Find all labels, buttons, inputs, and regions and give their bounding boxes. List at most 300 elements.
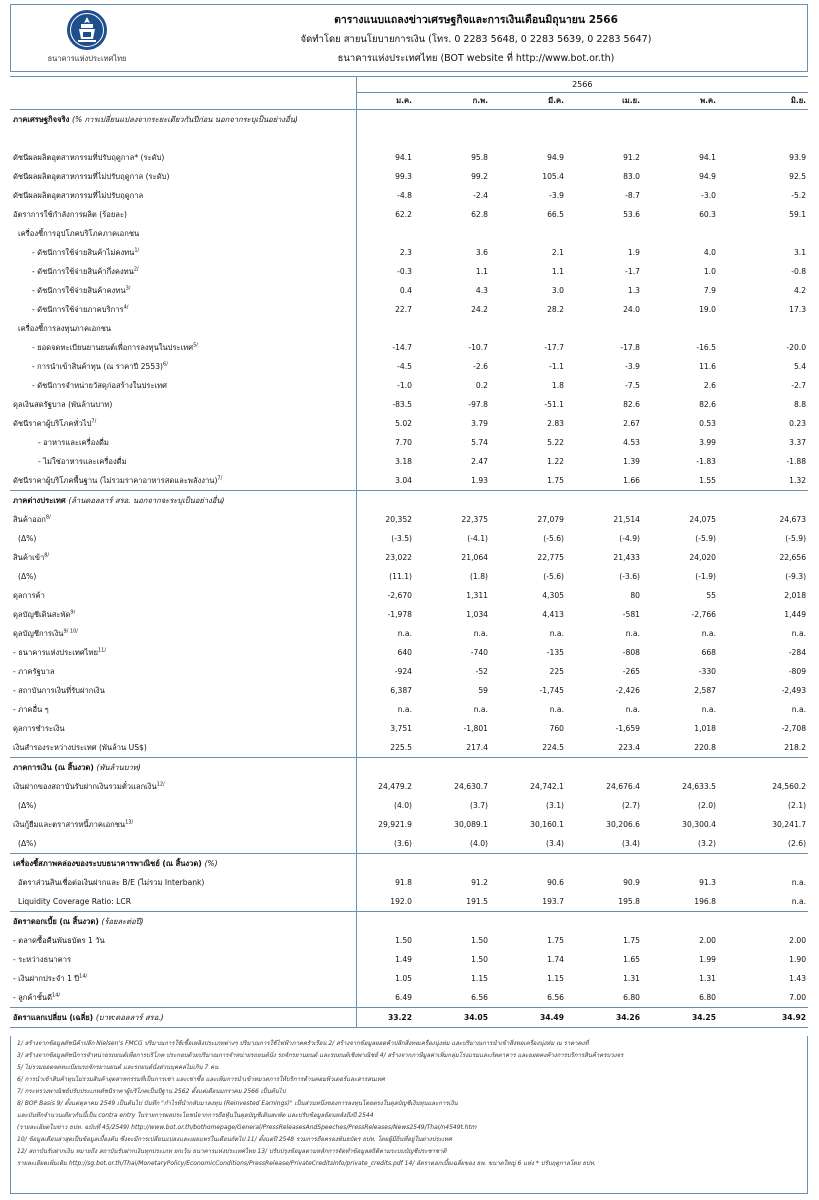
value-cell: [660, 224, 736, 243]
value-cell: n.a.: [549, 705, 564, 714]
section-title-cell: [10, 110, 356, 130]
value-cell: 53.6: [623, 210, 640, 219]
header: [10, 4, 808, 72]
value-cell: 22,375: [461, 515, 488, 524]
row-label-cell: [10, 167, 356, 186]
value-cell: 4.3: [475, 286, 488, 295]
value-cell: 3.1: [793, 248, 807, 257]
value-cell: 4,413: [542, 610, 564, 619]
value-cell: 225.5: [390, 743, 412, 752]
row-label-cell: [10, 471, 356, 491]
value-cell: 2.1: [551, 248, 564, 257]
value-cell: 99.3: [395, 172, 412, 181]
value-cell: [584, 912, 660, 932]
value-cell: 24,075: [689, 515, 716, 524]
value-cell: [660, 912, 736, 932]
value-cell: 3.18: [395, 457, 412, 466]
value-cell: 640: [397, 648, 412, 657]
value-cell: 24,676.4: [606, 782, 640, 791]
value-cell: [660, 319, 736, 338]
value-cell: 82.6: [699, 400, 716, 409]
row-label: - สถาบันการเงินที่รับฝากเงิน: [13, 685, 105, 695]
value-cell: 760: [549, 724, 564, 733]
footnote-line: 6/ การนำเข้าสินค้าทุนไม่รวมสินค้าอุตสาหกรรมที่เป็นการเช่า และเช่าซื้อ และเพิ่มการนำเข้าหมวดการให้บริการด้านคอมพิวเตอร์และสารสนเทศ: [17, 1076, 385, 1083]
value-cell: 1.75: [547, 936, 564, 945]
value-cell: n.a.: [397, 705, 412, 714]
row-label: (Δ%): [18, 572, 37, 581]
value-cell: -1.7: [625, 267, 640, 276]
row-label-cell: [10, 319, 356, 338]
table-row: [10, 452, 808, 471]
value-cell: 59: [478, 686, 488, 695]
row-label: เครื่องชี้การอุปโภคบริโภคภาคเอกชน: [18, 228, 140, 238]
value-cell: [432, 758, 508, 778]
value-cell: [736, 912, 808, 932]
value-cell: [584, 854, 660, 874]
value-cell: 24,479.2: [378, 782, 412, 791]
value-cell: -10.7: [468, 343, 488, 352]
value-cell: 1.93: [471, 476, 488, 485]
row-label: - ภาครัฐบาล: [13, 666, 55, 676]
row-label-cell: [10, 719, 356, 738]
footnote-line: รายละเอียดเพิ่มเติม http://sg.bot.or.th/Thai/MonetaryPolicy/EconomicConditions/PressRelease/PrivateCreditsInfo/private_credits.pdf 14/ อัตราดอกเบี้ยเฉลี่ยของ ธพ. ขนาดใหญ่ 6 แห่ง * ปรับฤดูกาลโดย ธปท.: [17, 1160, 596, 1167]
value-cell: 94.1: [699, 153, 716, 162]
row-label: - ภาคอื่น ๆ: [13, 704, 49, 714]
footnote-ref: 9/: [70, 608, 76, 615]
value-cell: 6,387: [390, 686, 412, 695]
value-cell: n.a.: [397, 629, 412, 638]
year-header-row: [10, 77, 808, 93]
row-label: ดุลบัญชีเดินสะพัด: [13, 609, 71, 619]
row-label: สินค้าเข้า: [13, 552, 45, 562]
table-row: [10, 395, 808, 414]
footnote-ref: 7/: [217, 474, 223, 481]
row-label: ดุลเงินสดรัฐบาล (พันล้านบาท): [13, 399, 113, 409]
value-cell: 1.05: [395, 974, 412, 983]
table-row: [10, 834, 808, 854]
value-cell: -3.9: [625, 362, 640, 371]
row-label-cell: [10, 662, 356, 681]
value-cell: 60.3: [699, 210, 716, 219]
value-cell: (-4.1): [467, 534, 488, 543]
value-cell: [508, 319, 584, 338]
footnote-ref: 7/: [91, 417, 97, 424]
value-cell: 0.23: [789, 419, 807, 428]
value-cell: (-5.6): [543, 534, 564, 543]
month-header-row: [10, 93, 808, 110]
value-cell: 91.2: [471, 878, 488, 887]
value-cell: 8.8: [793, 400, 807, 409]
value-cell: 0.53: [699, 419, 716, 428]
row-label-cell: [10, 643, 356, 662]
value-cell: 1.15: [471, 974, 488, 983]
value-cell: 2.00: [789, 936, 807, 945]
value-cell: 1.50: [471, 936, 488, 945]
value-cell: 3.99: [699, 438, 716, 447]
value-cell: [356, 854, 432, 874]
website-line: ธนาคารแห่งประเทศไทย (BOT website ที่ http://www.bot.or.th): [337, 53, 615, 64]
value-cell: 2.6: [703, 381, 716, 390]
table-row: [10, 471, 808, 491]
fx-label: อัตราแลกเปลี่ยน (เฉลี่ย): [13, 1012, 94, 1022]
value-cell: 1.8: [551, 381, 564, 390]
footnote-line: 3/ สร้างจากข้อมูลดัชนีการจำหน่ายรถยนต์เพื่อการบริโภค ประกอบด้วยปริมาณการจำหน่ายรถยนต์นั่ง รถจักรยานยนต์ และรถยนต์เชิงพาณิชย์ 4/ สร้างจากภาษีมูลค่าเพิ่มกลุ่มโรงแรมและภัตตาคาร และยอดคงค้างการบริการสินค้าครบวงจร: [17, 1052, 624, 1059]
value-cell: 6.56: [547, 993, 564, 1002]
table-row: [10, 950, 808, 969]
value-cell: 83.0: [623, 172, 640, 181]
value-cell: 1.74: [547, 955, 564, 964]
row-label: - ดัชนีการใช้จ่ายภาคบริการ: [32, 304, 124, 314]
value-cell: 1.55: [699, 476, 716, 485]
row-label-cell: [10, 700, 356, 719]
value-cell: -1,978: [387, 610, 412, 619]
table-row: [10, 643, 808, 662]
value-cell: 3.0: [551, 286, 564, 295]
footnote-ref: 1/: [134, 246, 140, 253]
table-row: [10, 624, 808, 643]
value-cell: n.a.: [791, 878, 807, 887]
row-label: ดัชนีผลผลิตอุตสาหกรรมที่ไม่ปรับฤดูกาล (ระดับ): [13, 171, 170, 181]
value-cell: -4.5: [397, 362, 412, 371]
corner-cell: [10, 77, 356, 93]
value-cell: 21,433: [613, 553, 640, 562]
value-cell: 24.2: [471, 305, 488, 314]
value-cell: 3.37: [789, 438, 807, 447]
row-label: - ดัชนีการใช้จ่ายสินค้ากึ่งคงทน: [32, 266, 134, 276]
value-cell: [508, 854, 584, 874]
row-label-cell: [10, 624, 356, 643]
table-row: [10, 681, 808, 700]
row-label-cell: [10, 338, 356, 357]
value-cell: 1.1: [475, 267, 488, 276]
value-cell: -0.8: [791, 267, 807, 276]
table-row: [10, 167, 808, 186]
value-cell: 1.50: [395, 936, 412, 945]
value-cell: 2,018: [784, 591, 807, 600]
row-label-cell: [10, 873, 356, 892]
prepared-by: จัดทำโดย สายนโยบายการเงิน (โทร. 0 2283 5648, 0 2283 5639, 0 2283 5647): [300, 34, 652, 45]
row-label-cell: [10, 681, 356, 700]
table-row: [10, 892, 808, 912]
row-label-cell: [10, 892, 356, 912]
value-cell: -1.88: [786, 457, 807, 466]
row-label: (Δ%): [18, 839, 37, 848]
value-cell: -924: [394, 667, 412, 676]
value-cell: 99.2: [471, 172, 488, 181]
value-cell: [660, 110, 736, 130]
month-header: มี.ค.: [548, 96, 564, 105]
row-label-cell: [10, 605, 356, 624]
table-row: [10, 700, 808, 719]
row-label: - ดัชนีการใช้จ่ายสินค้าคงทน: [32, 285, 126, 295]
value-cell: 2.83: [547, 419, 564, 428]
value-cell: 90.6: [547, 878, 564, 887]
section-note: (ล้านดอลลาร์ สรอ. นอกจากจะระบุเป็นอย่างอื่น): [68, 495, 225, 505]
value-cell: 1,449: [784, 610, 807, 619]
row-label-cell: [10, 395, 356, 414]
value-cell: n.a.: [791, 629, 807, 638]
value-cell: (-1.9): [695, 572, 716, 581]
value-cell: n.a.: [791, 705, 807, 714]
value-cell: [660, 758, 736, 778]
value-cell: [508, 912, 584, 932]
value-cell: [584, 319, 660, 338]
row-label: - ดัชนีการจำหน่ายวัสดุก่อสร้างในประเทศ: [32, 380, 167, 390]
row-label: - ธนาคารแห่งประเทศไทย: [13, 647, 98, 657]
footnote-line: 7/ กระทรวงพาณิชย์ปรับประเภทดัชนีราคาผู้บริโภคเป็นปีฐาน 2562 ตั้งแต่เดือนมกราคม 2566 เป็นต้นไป: [17, 1088, 286, 1095]
value-cell: 5.02: [395, 419, 412, 428]
row-label: - ยอดจดทะเบียนยานยนต์เพื่อการลงทุนในประเทศ: [32, 342, 194, 352]
value-cell: 7.70: [395, 438, 412, 447]
table-row: [10, 281, 808, 300]
value-cell: 22,775: [537, 553, 564, 562]
section-header-row: [10, 912, 808, 932]
value-cell: 225: [549, 667, 564, 676]
row-label: - ดัชนีการใช้จ่ายสินค้าไม่คงทน: [32, 247, 135, 257]
value-cell: [584, 491, 660, 511]
value-cell: n.a.: [625, 705, 640, 714]
row-label-cell: [10, 205, 356, 224]
value-cell: -809: [788, 667, 807, 676]
value-cell: -1,745: [539, 686, 564, 695]
value-cell: 6.80: [699, 993, 716, 1002]
value-cell: [660, 491, 736, 511]
value-cell: [432, 854, 508, 874]
value-cell: [356, 224, 432, 243]
row-label-cell: [10, 796, 356, 815]
footnote-line: (รายละเอียดในข่าว ธปท. ฉบับที่ 45/2549) http://www.bot.or.th/bothomepage/General/PressReleasesAndSpeeches/PressReleases/News2549/Thai/n4549t.htm: [17, 1124, 477, 1131]
value-cell: 3,751: [390, 724, 412, 733]
value-cell: n.a.: [791, 897, 807, 906]
footnote-ref: 8/: [44, 551, 50, 558]
value-cell: (4.0): [469, 839, 488, 848]
value-cell: 1.0: [703, 267, 716, 276]
value-cell: [356, 758, 432, 778]
row-label-cell: [10, 452, 356, 471]
value-cell: 59.1: [789, 210, 807, 219]
row-label-cell: [10, 777, 356, 796]
value-cell: (1.8): [469, 572, 488, 581]
value-cell: [356, 491, 432, 511]
value-cell: -808: [622, 648, 640, 657]
year-header: 2566: [356, 77, 808, 93]
value-cell: 3.04: [395, 476, 412, 485]
value-cell: 90.9: [623, 878, 640, 887]
footnote-ref: 5/: [193, 341, 198, 348]
row-label-cell: [10, 129, 356, 148]
row-label-cell: [10, 586, 356, 605]
value-cell: 24,020: [689, 553, 716, 562]
fx-rate-row: [10, 1008, 808, 1028]
row-label: อัตราส่วนสินเชื่อต่อเงินฝากและ B/E (ไม่รวม Interbank): [18, 877, 205, 887]
value-cell: [508, 758, 584, 778]
table-row: [10, 224, 808, 243]
value-cell: -20.0: [786, 343, 807, 352]
section-note: (%): [204, 858, 218, 868]
economic-indicators-table: [10, 76, 808, 1028]
value-cell: -740: [470, 648, 488, 657]
table-row: [10, 376, 808, 395]
table-row: [10, 433, 808, 452]
value-cell: 1.3: [627, 286, 640, 295]
value-cell: [508, 491, 584, 511]
table-row: [10, 931, 808, 950]
value-cell: -14.7: [392, 343, 412, 352]
footnote-line: 1/ สร้างจากข้อมูลดัชนีค้าปลีก Nielsen's FMCG ปริมาณการใช้เชื้อเพลิงประเภทต่างๆ ปริมาณการใช้ไฟฟ้าภาคครัวเรือน 2/ สร้างจากข้อมูลยอดค้าปลีกสิ่งทอเครื่องนุ่งห่ม และปริมาณการนำเข้าสิ่งทอเครื่องนุ่งห่ม ณ ราคาคงที่: [17, 1040, 589, 1047]
value-cell: 1.75: [623, 936, 640, 945]
value-cell: 2.67: [623, 419, 640, 428]
table-row: [10, 719, 808, 738]
value-cell: [584, 224, 660, 243]
value-cell: 5.22: [547, 438, 564, 447]
value-cell: (3.4): [545, 839, 564, 848]
value-cell: 24,633.5: [682, 782, 716, 791]
value-cell: -1.1: [549, 362, 564, 371]
value-cell: [508, 110, 584, 130]
value-cell: -581: [622, 610, 640, 619]
value-cell: (4.0): [393, 801, 412, 810]
value-cell: 30,300.4: [682, 820, 716, 829]
row-label: ดัชนีผลผลิตอุตสาหกรรมที่ปรับฤดูกาล* (ระดับ): [13, 152, 165, 162]
footnotes: [10, 1036, 808, 1194]
value-cell: [736, 758, 808, 778]
value-cell: [356, 129, 432, 148]
table-row: [10, 510, 808, 529]
value-cell: -8.7: [625, 191, 640, 200]
value-cell: [432, 491, 508, 511]
value-cell: 30,206.6: [606, 820, 640, 829]
value-cell: 1.66: [623, 476, 640, 485]
footnote-ref: 2/: [133, 265, 139, 272]
month-header: ม.ค.: [396, 96, 412, 105]
table-spacer-row: [10, 129, 808, 148]
value-cell: -2,766: [691, 610, 716, 619]
value-cell: 24.0: [623, 305, 640, 314]
value-cell: 105.4: [542, 172, 564, 181]
value-cell: 17.3: [789, 305, 807, 314]
footnote-ref: 8/: [45, 513, 51, 520]
table-row: [10, 662, 808, 681]
row-label: ดุลการชำระเงิน: [13, 723, 65, 733]
footnote-ref: 14/: [79, 972, 88, 979]
value-cell: 2.00: [699, 936, 716, 945]
value-cell: [432, 224, 508, 243]
section-header-row: [10, 110, 808, 130]
value-cell: 1.99: [699, 955, 716, 964]
row-label-cell: [10, 815, 356, 834]
value-cell: 1.90: [789, 955, 807, 964]
row-label: - ลูกค้าชั้นดี: [13, 992, 53, 1002]
value-cell: (2.0): [697, 801, 716, 810]
value-cell: -0.3: [397, 267, 412, 276]
row-label: เครื่องชี้การลงทุนภาคเอกชน: [18, 323, 112, 333]
value-cell: 668: [701, 648, 716, 657]
value-cell: 22,656: [779, 553, 807, 562]
value-cell: -3.0: [701, 191, 716, 200]
footnote-line: และบันทึกจำนวนเดียวกันนี้เป็น contra entry ในรายการผลประโยชน์จากการถือหุ้นในดุลบัญชีเดินสะพัด และปรับข้อมูลย้อนหลังถึงปี 2544: [17, 1112, 374, 1119]
row-label-cell: [10, 262, 356, 281]
value-cell: [432, 129, 508, 148]
value-cell: 30,089.1: [454, 820, 488, 829]
value-cell: -2,708: [781, 724, 807, 733]
logo-caption: ธนาคารแห่งประเทศไทย: [47, 54, 127, 63]
row-label: ดัชนีราคาผู้บริโภคพื้นฐาน (ไม่รวมราคาอาหารสดและพลังงาน): [13, 475, 218, 485]
value-cell: -1,801: [463, 724, 488, 733]
table-row: [10, 300, 808, 319]
table-row: [10, 243, 808, 262]
table-row: [10, 529, 808, 548]
section-header-row: [10, 491, 808, 511]
value-cell: 22.7: [395, 305, 412, 314]
table-row: [10, 548, 808, 567]
value-cell: 1.39: [623, 457, 640, 466]
value-cell: 55: [706, 591, 716, 600]
value-cell: [356, 912, 432, 932]
value-cell: n.a.: [625, 629, 640, 638]
value-cell: 1,018: [694, 724, 716, 733]
value-cell: 94.9: [699, 172, 716, 181]
value-cell: -1.0: [397, 381, 412, 390]
value-cell: (2.7): [621, 801, 640, 810]
table-row: [10, 567, 808, 586]
value-cell: 80: [630, 591, 640, 600]
value-cell: n.a.: [701, 629, 716, 638]
value-cell: 224.5: [542, 743, 564, 752]
row-label-cell: [10, 243, 356, 262]
row-label-cell: [10, 300, 356, 319]
value-cell: n.a.: [701, 705, 716, 714]
bot-logo: [29, 9, 145, 71]
value-cell: 223.4: [618, 743, 640, 752]
section-header-row: [10, 854, 808, 874]
value-cell: 218.2: [784, 743, 807, 752]
value-cell: 91.3: [699, 878, 716, 887]
value-cell: -330: [698, 667, 716, 676]
row-label: ดัชนีผลผลิตอุตสาหกรรมที่ไม่ปรับฤดูกาล: [13, 190, 144, 200]
value-cell: 196.8: [694, 897, 716, 906]
value-cell: 1.50: [471, 955, 488, 964]
value-cell: 66.5: [547, 210, 564, 219]
value-cell: 30,160.1: [530, 820, 564, 829]
row-label-cell: [10, 529, 356, 548]
value-cell: 0.2: [475, 381, 488, 390]
footnote-line: 10/ ข้อมูลเดือนล่าสุดเป็นข้อมูลเบื้องต้น ซึ่งจะมีการเปลี่ยนแปลงและเผยแพร่ในเดือนถัดไป 11/ ตั้งแต่ปี 2548 รวมการถือครองพันธบัตร ธปท. โดยผู้มีถิ่นที่อยู่ในต่างประเทศ: [17, 1136, 452, 1143]
value-cell: (2.1): [788, 801, 807, 810]
table-row: [10, 319, 808, 338]
value-cell: 62.8: [471, 210, 488, 219]
value-cell: 1.65: [623, 955, 640, 964]
row-label: เงินสำรองระหว่างประเทศ (พันล้าน US$): [13, 742, 147, 752]
value-cell: 3.79: [471, 419, 488, 428]
value-cell: 4,305: [542, 591, 564, 600]
value-cell: -135: [546, 648, 564, 657]
value-cell: 24,742.1: [530, 782, 564, 791]
row-label-cell: [10, 148, 356, 167]
value-cell: 4.53: [623, 438, 640, 447]
row-label-cell: [10, 738, 356, 758]
row-label: - การนำเข้าสินค้าทุน (ณ ราคาปี 2553): [32, 361, 164, 371]
footnote-ref: 9/ 10/: [63, 627, 78, 634]
row-label: - ระหว่างธนาคาร: [13, 954, 72, 964]
value-cell: 1.1: [551, 267, 564, 276]
table-row: [10, 796, 808, 815]
value-cell: 1.15: [547, 974, 564, 983]
value-cell: (-3.6): [619, 572, 640, 581]
value-cell: 7.9: [703, 286, 716, 295]
section-note: (ร้อยละต่อปี): [101, 916, 144, 926]
value-cell: -16.5: [696, 343, 716, 352]
value-cell: 7.00: [789, 993, 807, 1002]
